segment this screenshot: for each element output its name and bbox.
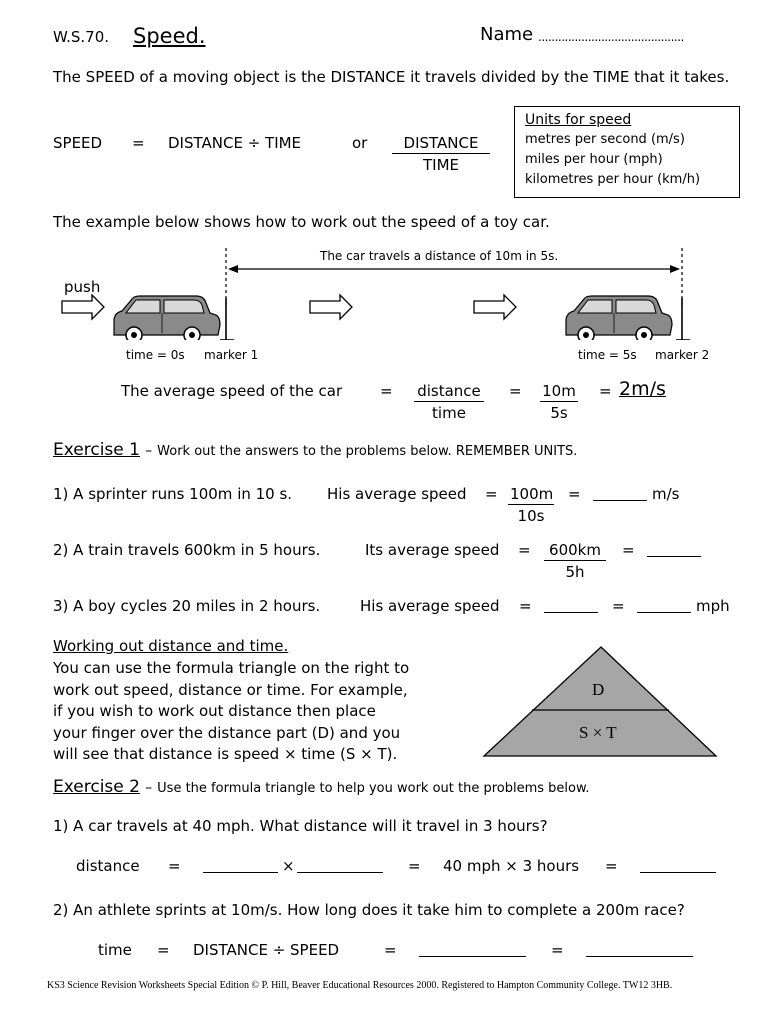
fraction-numerator: 10m xyxy=(540,382,578,402)
answer-blank[interactable] xyxy=(647,541,701,557)
motion-arrow-icon xyxy=(474,295,516,319)
formula-speed: SPEED xyxy=(53,134,103,152)
average-speed-label: The average speed of the car xyxy=(121,382,343,400)
exercise1-q1-text: 1) A sprinter runs 100m in 10 s. xyxy=(53,485,293,503)
distance-arrow-right-head xyxy=(670,265,680,273)
exercise1-heading: Exercise 1 xyxy=(53,440,140,460)
answer-blank[interactable] xyxy=(637,597,691,613)
distance-arrow-left-head xyxy=(228,265,238,273)
answer-blank[interactable] xyxy=(586,941,693,957)
exercise2-q1-calc: 40 mph × 3 hours xyxy=(443,857,580,875)
equals-sign: = xyxy=(599,382,612,400)
car-icon xyxy=(566,296,672,340)
units-box-heading: Units for speed xyxy=(525,112,632,128)
exercise2-q1-label: distance xyxy=(76,857,140,875)
working-out-heading: Working out distance and time. xyxy=(53,637,289,655)
equals-sign: = xyxy=(518,541,531,559)
exercise1-q3-label: His average speed xyxy=(360,597,500,615)
exercise1-q2-fraction xyxy=(544,541,606,581)
triangle-bottom-label: S × T xyxy=(579,723,617,742)
example-fraction-values xyxy=(540,382,578,422)
fraction-denominator: 5h xyxy=(565,563,585,581)
motion-arrow-icon xyxy=(310,295,352,319)
car-icon xyxy=(114,296,220,340)
formula-equals: = xyxy=(132,134,145,152)
equals-sign: = xyxy=(509,382,522,400)
exercise2-header xyxy=(53,777,590,797)
working-out-line: your finger over the distance part (D) and you xyxy=(53,723,401,742)
heading-dash: – xyxy=(145,780,153,796)
equals-sign: = xyxy=(380,382,393,400)
exercise1-q3-unit: mph xyxy=(696,597,730,615)
equals-sign: = xyxy=(551,941,564,959)
marker2-label: marker 2 xyxy=(655,348,710,362)
exercise1-header xyxy=(53,440,577,460)
time-start-label: time = 0s xyxy=(126,348,185,362)
page-title: Speed. xyxy=(133,24,206,48)
working-out-line: work out speed, distance or time. For example, xyxy=(53,680,408,699)
answer-blank[interactable] xyxy=(419,941,526,957)
times-sign: × xyxy=(282,857,295,875)
equals-sign: = xyxy=(485,485,498,503)
push-label: push xyxy=(64,278,101,296)
equals-sign: = xyxy=(519,597,532,615)
formula-fraction xyxy=(392,134,490,174)
working-out-line: if you wish to work out distance then place xyxy=(53,702,376,720)
formula-or: or xyxy=(352,134,368,152)
worksheet-code: W.S.70. xyxy=(53,28,110,46)
heading-dash: – xyxy=(145,443,153,459)
equals-sign: = xyxy=(612,597,625,615)
marker1-label: marker 1 xyxy=(204,348,259,362)
example-fraction-distance-time xyxy=(414,382,484,422)
equals-sign: = xyxy=(622,541,635,559)
equals-sign: = xyxy=(384,941,397,959)
exercise2-q2-text: 2) An athlete sprints at 10m/s. How long does it take him to complete a 200m race? xyxy=(53,901,685,919)
fraction-numerator: distance xyxy=(414,382,484,402)
answer-blank[interactable] xyxy=(297,857,383,873)
working-out-text xyxy=(53,658,409,766)
footer-copyright: KS3 Science Revision Worksheets Special Edition © P. Hill, Beaver Educational Resources 2000. Registered to Hampton Community College. TW12 3HB. xyxy=(47,980,673,991)
exercise1-q2-text: 2) A train travels 600km in 5 hours. xyxy=(53,541,321,559)
push-arrow-icon xyxy=(62,295,104,319)
units-box xyxy=(514,106,740,198)
fraction-denominator: 10s xyxy=(517,507,545,525)
exercise2-heading: Exercise 2 xyxy=(53,777,140,797)
example-result: 2m/s xyxy=(619,378,666,400)
working-out-line: will see that distance is speed × time (S × T). xyxy=(53,745,398,763)
exercise1-q2-label: Its average speed xyxy=(365,541,500,559)
exercise2-q1-text: 1) A car travels at 40 mph. What distance will it travel in 3 hours? xyxy=(53,817,548,835)
exercise1-q3-text: 3) A boy cycles 20 miles in 2 hours. xyxy=(53,597,321,615)
exercise2-q2-label: time xyxy=(98,941,132,959)
answer-blank[interactable] xyxy=(640,857,716,873)
fraction-numerator: 600km xyxy=(544,541,606,561)
unit-item: miles per hour (mph) xyxy=(525,152,663,167)
fraction-denominator: TIME xyxy=(422,156,459,174)
answer-blank[interactable] xyxy=(544,597,598,613)
fraction-denominator: time xyxy=(432,404,466,422)
unit-item: metres per second (m/s) xyxy=(525,132,685,147)
equals-sign: = xyxy=(168,857,181,875)
time-end-label: time = 5s xyxy=(578,348,637,362)
unit-item: kilometres per hour (km/h) xyxy=(525,172,701,187)
equals-sign: = xyxy=(605,857,618,875)
fraction-denominator: 5s xyxy=(550,404,568,422)
answer-blank[interactable] xyxy=(203,857,278,873)
exercise2-instruction: Use the formula triangle to help you work out the problems below. xyxy=(157,781,590,796)
working-out-line: You can use the formula triangle on the right to xyxy=(53,659,410,677)
marker2-post xyxy=(676,298,690,340)
name-label: Name xyxy=(480,24,534,45)
distance-label: The car travels a distance of 10m in 5s. xyxy=(320,249,559,263)
exercise1-q1-unit: m/s xyxy=(652,485,680,503)
equals-sign: = xyxy=(157,941,170,959)
triangle-top-label: D xyxy=(592,680,605,699)
fraction-numerator: DISTANCE xyxy=(392,134,490,154)
exercise1-instruction: Work out the answers to the problems below. REMEMBER UNITS. xyxy=(157,444,578,459)
exercise1-q1-fraction xyxy=(508,485,554,525)
name-field[interactable]: ............................................ xyxy=(538,30,684,44)
exercise2-q2-formula: DISTANCE ÷ SPEED xyxy=(193,941,340,959)
equals-sign: = xyxy=(408,857,421,875)
intro-text: The SPEED of a moving object is the DISTANCE it travels divided by the TIME that it takes. xyxy=(53,68,730,86)
answer-blank[interactable] xyxy=(593,485,647,501)
fraction-numerator: 100m xyxy=(510,485,554,503)
exercise1-q1-label: His average speed xyxy=(327,485,467,503)
equals-sign: = xyxy=(568,485,581,503)
marker1-post xyxy=(220,298,234,340)
example-intro: The example below shows how to work out the speed of a toy car. xyxy=(53,213,550,231)
formula-distance-time: DISTANCE ÷ TIME xyxy=(168,134,302,152)
